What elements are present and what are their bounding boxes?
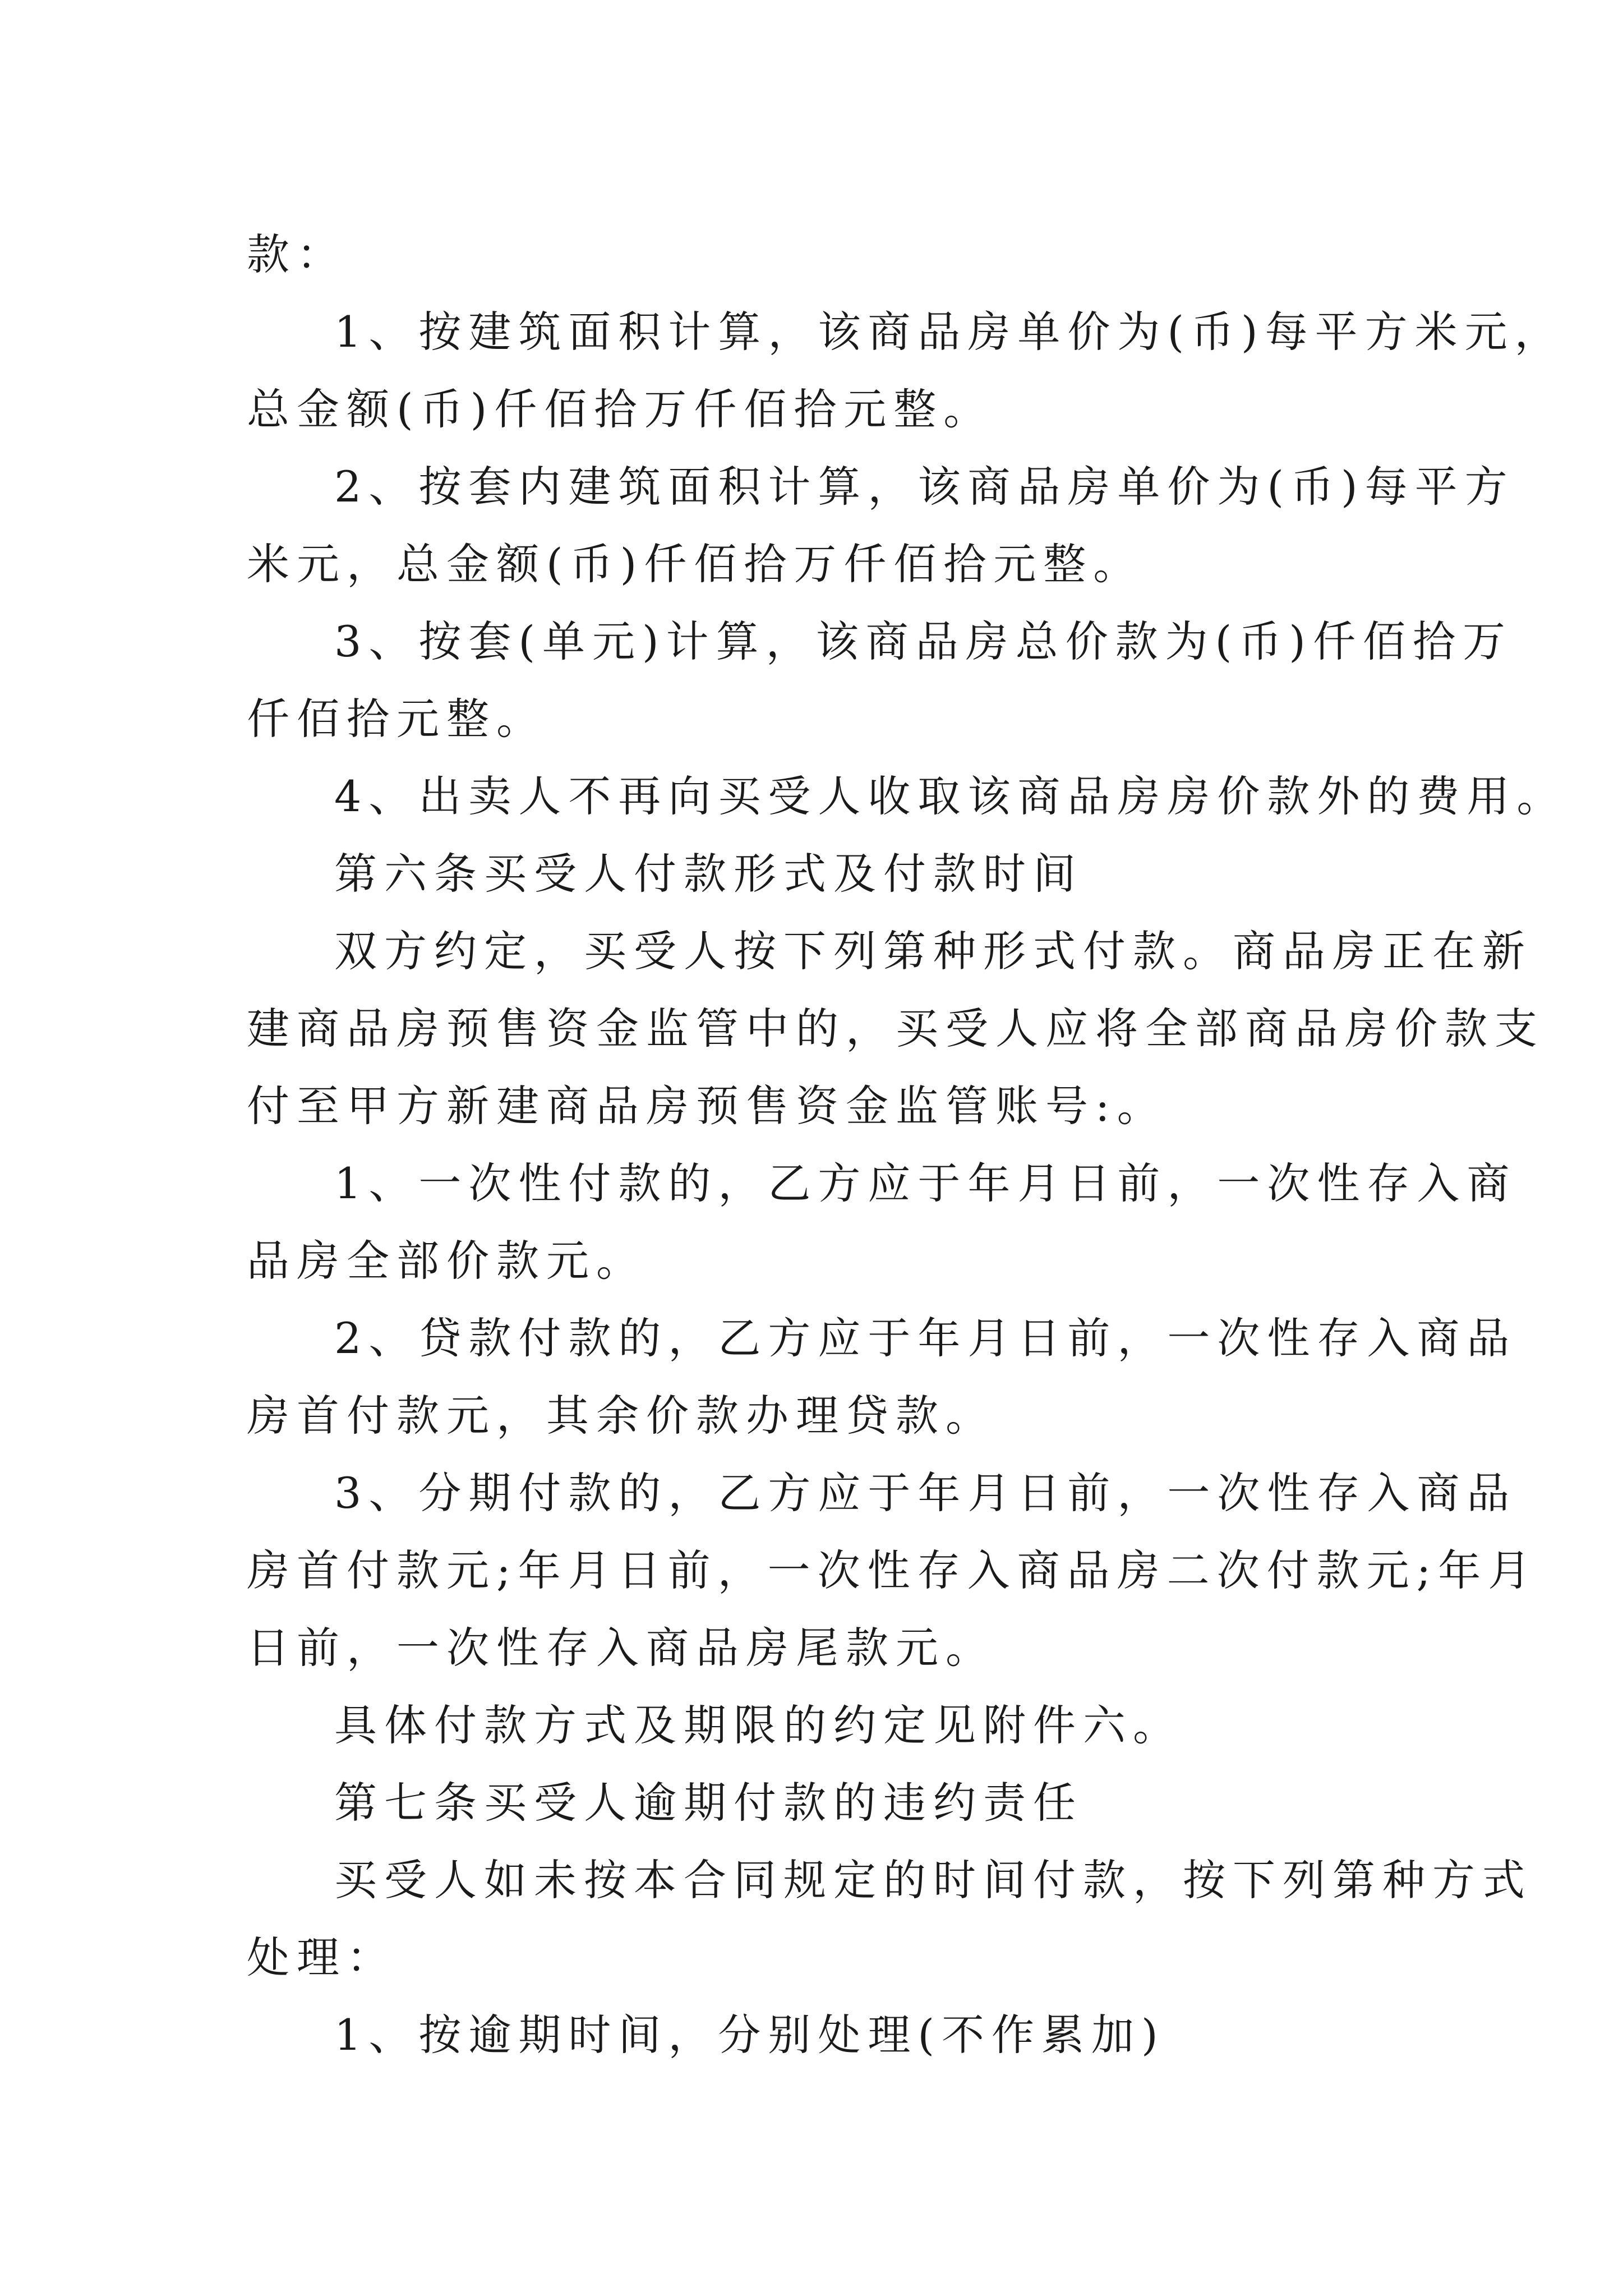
text-line: 款： bbox=[247, 229, 347, 279]
text-line: 2、按套内建筑面积计算，该商品房单价为(币)每平方 bbox=[334, 462, 1515, 512]
text-line: 处理： bbox=[247, 1932, 396, 1982]
text-line: 建商品房预售资金监管中的，买受人应将全部商品房价款支 bbox=[247, 1004, 1544, 1053]
text-line: 1、一次性付款的，乙方应于年月日前，一次性存入商 bbox=[334, 1158, 1517, 1208]
text-line: 米元，总金额(币)仟佰拾万仟佰拾元整。 bbox=[247, 539, 1144, 589]
text-line: 1、按逾期时间，分别处理(不作累加) bbox=[334, 2010, 1165, 2060]
section-heading: 第六条买受人付款形式及付款时间 bbox=[334, 849, 1083, 899]
text-line: 具体付款方式及期限的约定见附件六。 bbox=[334, 1700, 1183, 1750]
text-line: 买受人如未按本合同规定的时间付款，按下列第种方式 bbox=[334, 1855, 1532, 1905]
text-line: 房首付款元;年月日前，一次性存入商品房二次付款元;年月 bbox=[247, 1545, 1538, 1595]
text-line: 仟佰拾元整。 bbox=[247, 694, 546, 744]
text-line: 品房全部价款元。 bbox=[247, 1236, 646, 1286]
text-line: 3、按套(单元)计算，该商品房总价款为(币)仟佰拾万 bbox=[334, 616, 1513, 666]
text-line: 付至甲方新建商品房预售资金监管账号:。 bbox=[247, 1081, 1167, 1131]
document-body bbox=[247, 216, 1567, 2074]
text-line: 总金额(币)仟佰拾万仟佰拾元整。 bbox=[247, 384, 994, 434]
text-line: 4、出卖人不再向买受人收取该商品房房价款外的费用。 bbox=[334, 771, 1567, 821]
text-line: 3、分期付款的，乙方应于年月日前，一次性存入商品 bbox=[334, 1468, 1517, 1518]
section-heading: 第七条买受人逾期付款的违约责任 bbox=[334, 1778, 1083, 1828]
text-line: 双方约定，买受人按下列第种形式付款。商品房正在新 bbox=[334, 926, 1532, 976]
text-line: 1、按建筑面积计算，该商品房单价为(币)每平方米元， bbox=[334, 307, 1565, 357]
text-line: 日前，一次性存入商品房尾款元。 bbox=[247, 1623, 995, 1673]
text-line: 2、贷款付款的，乙方应于年月日前，一次性存入商品 bbox=[334, 1313, 1517, 1363]
text-line: 房首付款元，其余价款办理贷款。 bbox=[247, 1391, 995, 1441]
